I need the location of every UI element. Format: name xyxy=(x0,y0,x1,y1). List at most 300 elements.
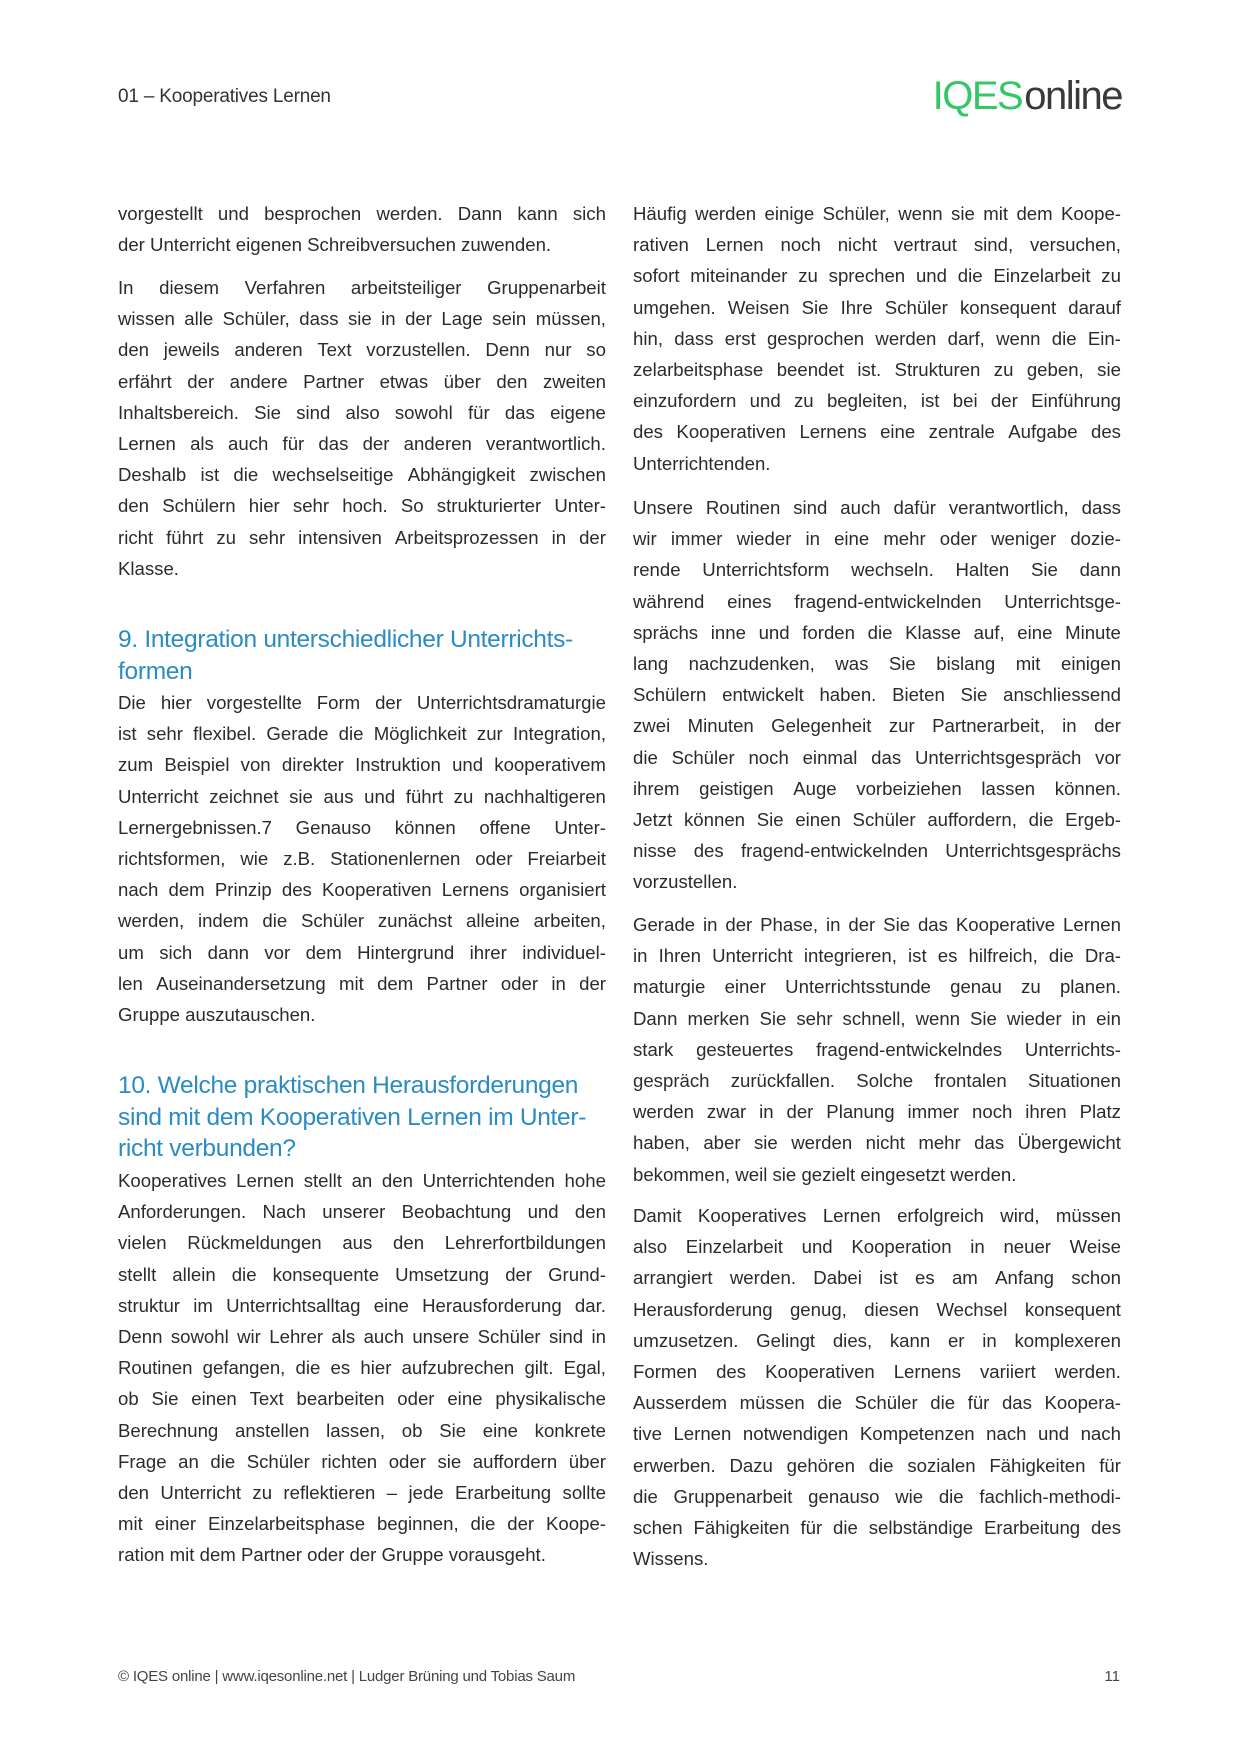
word: einen xyxy=(191,1388,237,1410)
word: dass xyxy=(674,327,714,349)
word: mit xyxy=(118,1513,143,1535)
word: Ein- xyxy=(1087,327,1121,349)
word: sind xyxy=(793,497,828,518)
text-line xyxy=(633,1294,1121,1325)
word: Lernergebnissen.7 xyxy=(118,816,273,838)
word: Schüler xyxy=(852,808,916,830)
word: Erarbeitung xyxy=(455,1481,552,1503)
word: hin, xyxy=(633,327,663,349)
word: dem xyxy=(377,972,414,994)
word: in xyxy=(702,914,718,935)
word: was xyxy=(835,652,869,674)
text-line xyxy=(633,679,1121,710)
text-line: vorzustellen. xyxy=(633,871,738,893)
heading-section-9 xyxy=(118,624,606,687)
word: Schüler xyxy=(477,1325,541,1347)
word: Lernen xyxy=(705,234,764,256)
word: weniger xyxy=(991,528,1057,550)
right-paragraph-1 xyxy=(633,198,1121,479)
word: wissen xyxy=(118,308,175,330)
word: ein xyxy=(1096,1007,1121,1029)
word: dar. xyxy=(574,1294,606,1316)
word: Die xyxy=(118,692,146,713)
text-line xyxy=(118,1321,606,1352)
word: in xyxy=(1071,1007,1087,1029)
word: zu xyxy=(993,358,1014,380)
word: mit xyxy=(983,203,1009,224)
word: fragend-entwickelnden xyxy=(740,840,929,862)
word: des xyxy=(633,421,663,443)
word: erwerben. xyxy=(633,1454,716,1476)
word: in xyxy=(759,1101,774,1123)
word: Prinzip xyxy=(214,879,272,901)
word: Schüler xyxy=(246,1450,310,1472)
word: Dann xyxy=(457,203,503,224)
word: sie xyxy=(289,785,313,807)
text-line xyxy=(633,323,1121,354)
text-line xyxy=(633,971,1121,1002)
word: genau xyxy=(950,976,1002,998)
word: Dazu xyxy=(729,1454,773,1476)
word: aufzubrechen xyxy=(401,1357,515,1379)
word: die xyxy=(262,910,288,932)
word: für xyxy=(282,432,305,454)
word: verantwortlich, xyxy=(948,497,1069,518)
word: Formen xyxy=(633,1360,698,1382)
word: genug, xyxy=(789,1298,847,1320)
word: in xyxy=(633,945,648,967)
word: strukturierter xyxy=(436,495,542,517)
word: hilfreich, xyxy=(968,945,1038,967)
word: lang xyxy=(633,652,669,674)
word: Sie xyxy=(756,808,784,830)
text-line: Unterrichtenden. xyxy=(633,452,771,474)
right-paragraph-2 xyxy=(633,492,1121,897)
word: erfährt xyxy=(118,370,172,392)
word: nachzudenken, xyxy=(688,652,815,674)
word: sein xyxy=(492,308,527,330)
word: führt xyxy=(166,526,204,548)
word: Beispiel xyxy=(164,754,230,776)
word: Minuten xyxy=(687,715,754,737)
text-line xyxy=(633,617,1121,648)
word: rende xyxy=(633,559,681,581)
word: für xyxy=(800,1516,823,1538)
word: Unter- xyxy=(554,816,606,838)
word: ihren xyxy=(1025,1101,1067,1123)
word: können xyxy=(684,808,746,830)
word: zu xyxy=(216,526,236,548)
word: Bieten xyxy=(892,684,945,706)
word: und xyxy=(749,390,781,412)
word: die xyxy=(930,1392,956,1414)
word: beginnen, xyxy=(376,1513,459,1535)
word: Integration, xyxy=(512,723,606,745)
word: sie xyxy=(951,203,975,224)
word: maturgie xyxy=(633,976,706,998)
word: intensiven xyxy=(298,526,382,548)
word: ihrem xyxy=(633,777,680,799)
word: anstellen xyxy=(235,1419,310,1441)
text-line xyxy=(118,874,606,905)
word: Instruktion xyxy=(355,754,441,776)
word: stellt xyxy=(303,1170,342,1191)
word: vor xyxy=(1095,746,1121,768)
word: zurückfallen. xyxy=(730,1069,836,1091)
text-line xyxy=(633,1231,1121,1262)
word: Sie xyxy=(151,1388,179,1410)
text-line: bekommen, weil sie gezielt eingesetzt werden. xyxy=(633,1163,1017,1185)
word: auffordern, xyxy=(927,808,1017,830)
word: Schüler xyxy=(671,746,735,768)
word: zur xyxy=(888,715,915,737)
word: den xyxy=(381,1170,413,1191)
word: Auge xyxy=(793,777,837,799)
word: variiert xyxy=(979,1360,1036,1382)
word: auch xyxy=(840,497,881,518)
word: arbeiten, xyxy=(533,910,606,932)
word: auch xyxy=(228,432,269,454)
word: ist xyxy=(200,464,220,486)
word: dass xyxy=(299,308,339,330)
text-line xyxy=(633,1262,1121,1293)
word: Lage xyxy=(441,308,483,330)
word: lassen xyxy=(981,777,1036,799)
word: frontalen xyxy=(934,1069,1007,1091)
word: Sie xyxy=(254,401,282,423)
word: die xyxy=(1048,945,1074,967)
word: zum xyxy=(118,754,154,776)
word: Herausforderung xyxy=(422,1294,562,1316)
word: und xyxy=(527,1201,559,1223)
word: offene xyxy=(479,816,531,838)
word: alleine xyxy=(466,910,520,932)
word: rativen xyxy=(633,234,689,256)
text-line xyxy=(118,687,606,718)
text-line xyxy=(118,781,606,812)
word: wir xyxy=(633,528,657,550)
word: über xyxy=(568,1450,606,1472)
word: zeichnet xyxy=(209,785,279,807)
word: alle xyxy=(184,308,214,330)
word: eine xyxy=(373,1294,409,1316)
word: sie xyxy=(347,308,372,330)
text-line xyxy=(633,416,1121,447)
word: die xyxy=(633,746,658,768)
word: den xyxy=(118,1481,150,1503)
word: indem xyxy=(197,910,249,932)
word: einzufordern xyxy=(633,390,737,412)
word: für xyxy=(1099,1454,1121,1476)
text-line xyxy=(633,554,1121,585)
word: Schüler xyxy=(884,296,948,318)
text-line xyxy=(633,1127,1121,1158)
word: Denn xyxy=(118,1325,163,1347)
word: mehr xyxy=(918,1132,961,1154)
text-line xyxy=(118,1165,606,1196)
text-line xyxy=(118,1383,606,1414)
word: des xyxy=(1090,421,1121,443)
word: Wechsel xyxy=(936,1298,1008,1320)
word: Weise xyxy=(1069,1236,1121,1258)
word: einen xyxy=(795,808,841,830)
word: die xyxy=(338,723,364,745)
word: gefangen, xyxy=(202,1357,286,1379)
word: eine xyxy=(447,1388,483,1410)
word: struktur xyxy=(118,1294,180,1316)
word: Häufig xyxy=(633,203,687,224)
word: Sie xyxy=(1030,559,1058,581)
word: es xyxy=(330,1357,351,1379)
text-line xyxy=(118,334,606,365)
word: gespräch xyxy=(633,1069,710,1091)
word: Partner xyxy=(426,972,488,994)
word: schon xyxy=(1071,1267,1121,1289)
word: Ihre xyxy=(840,296,873,318)
word: sollte xyxy=(562,1481,606,1503)
text-line xyxy=(633,742,1121,773)
heading-line: formen xyxy=(118,657,193,685)
word: sind xyxy=(296,401,331,423)
word: versuchen, xyxy=(1030,234,1121,256)
word: die xyxy=(867,621,893,643)
word: gehören xyxy=(786,1454,855,1476)
word: ist xyxy=(879,1267,898,1289)
text-line xyxy=(118,490,606,521)
word: organisiert xyxy=(519,879,606,901)
text-line xyxy=(118,843,606,874)
word: vorgestellt xyxy=(118,203,203,224)
word: können. xyxy=(1054,777,1121,799)
word: Platz xyxy=(1079,1101,1121,1123)
word: Einführung xyxy=(1031,390,1121,412)
word: der xyxy=(848,914,876,935)
word: Lehrerfortbildungen xyxy=(444,1232,606,1254)
word: wenn xyxy=(915,1007,961,1029)
left-paragraph-2 xyxy=(118,272,606,584)
word: jeweils xyxy=(163,339,220,361)
word: Rückmeldungen xyxy=(187,1232,322,1254)
word: len xyxy=(118,972,143,994)
word: wenn xyxy=(996,327,1041,349)
text-line xyxy=(118,937,606,968)
text-line xyxy=(118,968,606,999)
word: wir xyxy=(237,1325,261,1347)
word: sprächs xyxy=(633,621,699,643)
word: Form xyxy=(316,692,361,713)
word: Partnerarbeit, xyxy=(932,715,1045,737)
word: den xyxy=(574,1201,606,1223)
word: ist. xyxy=(857,358,882,380)
word: auch xyxy=(363,1325,404,1347)
word: immer xyxy=(670,528,723,550)
word: das xyxy=(871,746,902,768)
word: konkrete xyxy=(534,1419,606,1441)
word: einige xyxy=(764,203,815,224)
text-line xyxy=(633,909,1121,940)
word: die xyxy=(833,1516,858,1538)
text-line xyxy=(633,492,1121,523)
word: Umsetzung xyxy=(395,1263,490,1285)
word: oder xyxy=(475,847,513,869)
word: Hintergrund xyxy=(357,941,455,963)
word: sie xyxy=(753,1132,778,1154)
word: am xyxy=(951,1267,978,1289)
text-line xyxy=(633,385,1121,416)
word: wie xyxy=(240,847,269,869)
word: Kooperativen xyxy=(676,421,786,443)
word: bei xyxy=(952,390,978,412)
text-line xyxy=(118,1196,606,1227)
word: müssen xyxy=(739,1392,805,1414)
page-number: 11 xyxy=(1104,1668,1120,1685)
word: der xyxy=(405,308,432,330)
word: Lernen xyxy=(822,1205,881,1226)
text-line xyxy=(633,1418,1121,1449)
word: werden xyxy=(695,203,757,224)
word: immer xyxy=(907,1101,960,1123)
word: Lernens xyxy=(799,421,867,443)
word: während xyxy=(633,590,705,612)
text-line xyxy=(633,229,1121,260)
word: beendet xyxy=(776,358,844,380)
word: die xyxy=(231,1263,257,1285)
word: Schüler, xyxy=(822,203,890,224)
word: in xyxy=(551,972,566,994)
heading-line: sind mit dem Kooperativen Lernen im Unter- xyxy=(118,1103,587,1131)
word: Kooperation xyxy=(851,1236,952,1258)
word: nachhaltigeren xyxy=(483,785,606,807)
word: dem xyxy=(305,941,342,963)
word: in xyxy=(982,1329,997,1351)
word: kooperativem xyxy=(494,754,606,776)
word: sprechen xyxy=(828,265,906,287)
word: auf, xyxy=(973,621,1005,643)
word: oder xyxy=(939,528,977,550)
word: Sie xyxy=(888,652,916,674)
word: als xyxy=(190,432,214,454)
word: Phase, xyxy=(760,914,819,935)
word: hier xyxy=(248,495,280,517)
right-paragraph-4 xyxy=(633,1200,1121,1574)
word: die xyxy=(817,1392,843,1414)
text-line xyxy=(633,940,1121,971)
word: eine xyxy=(482,1419,518,1441)
word: die xyxy=(868,1454,894,1476)
word: hoch. xyxy=(342,495,388,517)
word: für xyxy=(467,401,490,423)
word: Dra- xyxy=(1084,945,1121,967)
word: bislang xyxy=(936,652,996,674)
text-line xyxy=(118,522,606,553)
word: auffordern xyxy=(472,1450,558,1472)
word: das xyxy=(917,914,948,935)
word: eigene xyxy=(550,401,606,423)
word: unserer xyxy=(322,1201,386,1223)
word: merken xyxy=(687,1007,750,1029)
text-line: Klasse. xyxy=(118,557,179,579)
word: Jetzt xyxy=(633,808,673,830)
word: haben. xyxy=(819,684,877,706)
text-line xyxy=(633,1065,1121,1096)
word: Stationenlernen xyxy=(330,847,461,869)
word: Sie xyxy=(970,1007,997,1029)
text-line xyxy=(633,198,1121,229)
text-line xyxy=(633,1034,1121,1065)
text-line xyxy=(118,1415,606,1446)
word: Kooperative xyxy=(955,914,1056,935)
word: Unterrichtenden xyxy=(422,1170,555,1191)
word: dass xyxy=(1081,497,1121,518)
word: genauso xyxy=(808,1485,880,1507)
word: vorzustellen. xyxy=(366,339,471,361)
word: zweiten xyxy=(542,370,606,392)
word: Solche xyxy=(856,1069,914,1091)
text-line xyxy=(633,1512,1121,1543)
word: Unterrichts- xyxy=(1024,1038,1121,1060)
text-line xyxy=(633,1325,1121,1356)
word: eine xyxy=(834,528,870,550)
word: Frage xyxy=(118,1450,167,1472)
word: der xyxy=(505,1263,533,1285)
word: werden xyxy=(875,327,937,349)
word: planen. xyxy=(1059,976,1121,998)
word: Strukturen xyxy=(894,358,981,380)
word: dann xyxy=(1079,559,1121,581)
text-line xyxy=(118,198,606,229)
word: fragend-entwickelndes xyxy=(816,1038,1003,1060)
text-line xyxy=(118,303,606,334)
word: Planung xyxy=(826,1101,895,1123)
left-paragraph-4 xyxy=(118,1165,606,1570)
word: vorgestellte xyxy=(206,692,302,713)
word: Unterrichtsgesprächs xyxy=(945,840,1121,862)
text-line xyxy=(633,804,1121,835)
word: anschliessend xyxy=(1003,684,1121,706)
word: Gruppenarbeit xyxy=(487,277,606,298)
word: Unsere xyxy=(633,497,693,518)
word: zu xyxy=(1021,976,1041,998)
word: werden. xyxy=(376,203,443,224)
word: Schülern xyxy=(162,495,236,517)
word: haben, xyxy=(633,1132,690,1154)
word: sind, xyxy=(973,234,1014,256)
text-line xyxy=(118,428,606,459)
text-line xyxy=(118,718,606,749)
word: die xyxy=(938,1485,964,1507)
word: konsequente xyxy=(272,1263,380,1285)
word: werden. xyxy=(1054,1360,1121,1382)
word: sie xyxy=(437,1450,462,1472)
word: Unterricht xyxy=(160,1481,242,1503)
word: zwar xyxy=(706,1101,747,1123)
word: dem xyxy=(168,879,205,901)
heading-line: 9. Integration unterschiedlicher Unterrichts- xyxy=(118,626,573,653)
text-line xyxy=(118,1477,606,1508)
word: das xyxy=(974,1132,1005,1154)
word: von xyxy=(240,754,271,776)
text-line xyxy=(118,905,606,936)
word: So xyxy=(400,495,424,517)
text-line xyxy=(633,710,1121,741)
word: die xyxy=(957,265,983,287)
word: Situationen xyxy=(1027,1069,1121,1091)
word: lassen, xyxy=(326,1419,386,1441)
word: Beobachtung xyxy=(401,1201,512,1223)
word: Koope- xyxy=(546,1513,606,1535)
word: Weisen xyxy=(727,296,790,318)
word: sehr xyxy=(249,526,286,548)
